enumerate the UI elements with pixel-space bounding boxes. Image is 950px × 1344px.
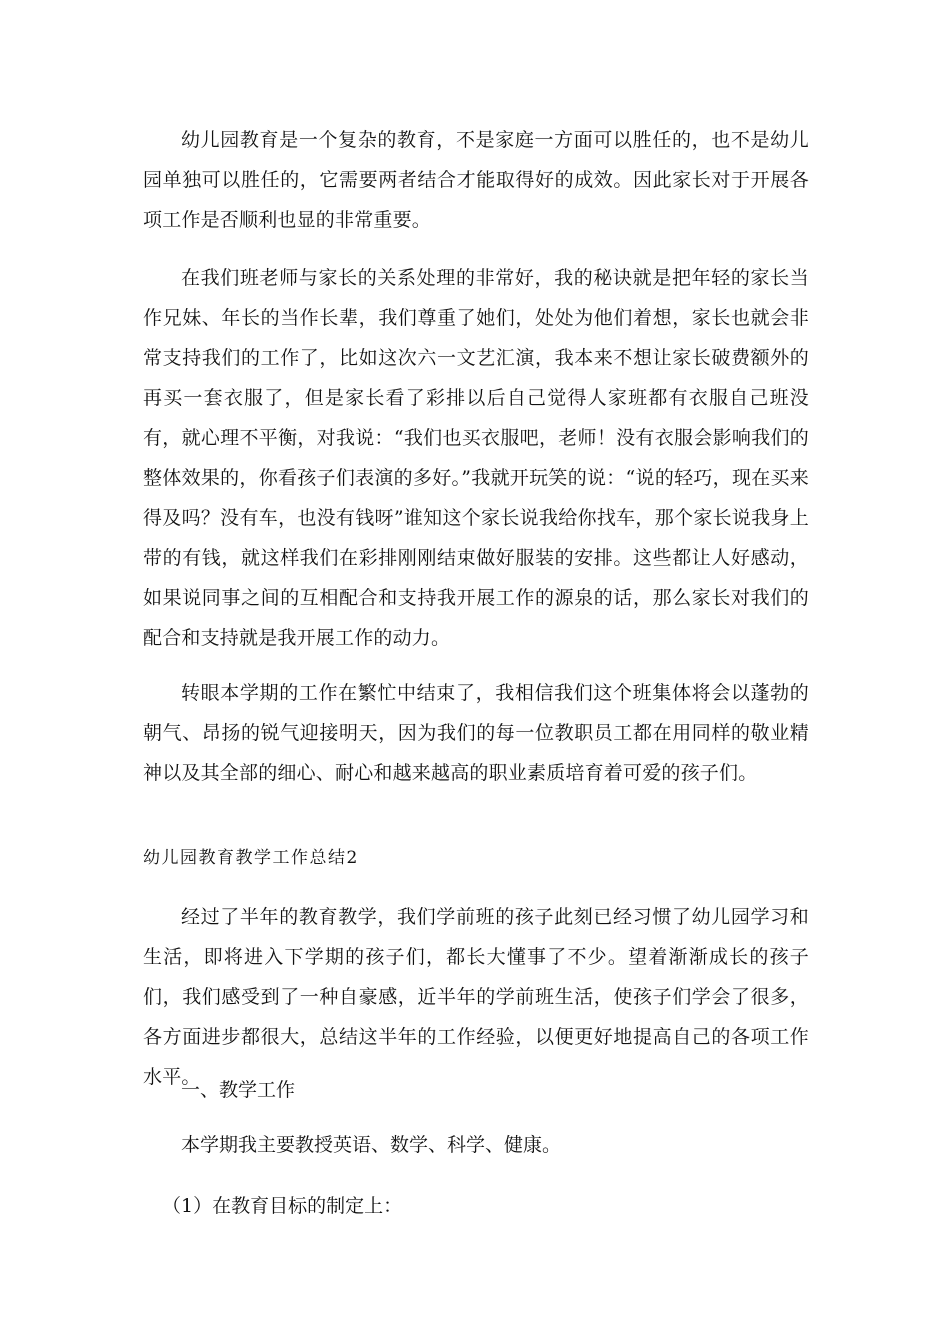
list-item-teaching-goals: （1）在教育目标的制定上： [162,1195,403,1217]
paragraph-parent-relations: 在我们班老师与家长的关系处理的非常好，我的秘诀就是把年轻的家长当作兄妹、年长的当作长辈，我们尊重了她们，处处为他们着想，家长也就会非常支持我们的工作了，比如这次六一文艺汇演，我本来不想让家长破费额外的再买一套衣服了，但是家长看了彩排以后自己觉得人家班都有衣服自己班没有，就心理不平衡，对我说：“我们也买衣服吧，老师！没有衣服会影响我们的整体效果的，你看孩子们表演的多好。”我就开玩笑的说：“说的轻巧，现在买来得及吗？没有车，也没有钱呀”谁知这个家长说我给你找车，那个家长说我身上带的有钱，就这样我们在彩排刚刚结束做好服装的安排。这些都让人好感动，如果说同事之间的互相配合和支持我开展工作的源泉的话，那么家长对我们的配合和支持就是我开展工作的动力。 [143,267,809,649]
paragraph-semester-ending: 转眼本学期的工作在繁忙中结束了，我相信我们这个班集体将会以蓬勃的朝气、昂扬的锐气迎接明天，因为我们的每一位教职员工都在用同样的敬业精神以及其全部的细心、耐心和越来越高的职业素质培育着可爱的孩子们。 [143,682,809,784]
subjects-taught-line: 本学期我主要教授英语、数学、科学、健康。 [181,1134,562,1156]
section-title: 幼儿园教育教学工作总结2 [143,848,359,868]
paragraph-semester-summary: 经过了半年的教育教学，我们学前班的孩子此刻已经习惯了幼儿园学习和生活，即将进入下学期的孩子们，都长大懂事了不少。望着渐渐成长的孩子们，我们感受到了一种自豪感，近半年的学前班生活，使孩子们学会了很多，各方面进步都很大，总结这半年的工作经验，以便更好地提高自己的各项工作水平。 [143,906,809,1088]
subheading-teaching-work: 一、教学工作 [181,1079,296,1101]
paragraph-parent-cooperation-intro: 幼儿园教育是一个复杂的教育，不是家庭一方面可以胜任的，也不是幼儿园单独可以胜任的，它需要两者结合才能取得好的成效。因此家长对于开展各项工作是否顺利也显的非常重要。 [143,129,809,231]
